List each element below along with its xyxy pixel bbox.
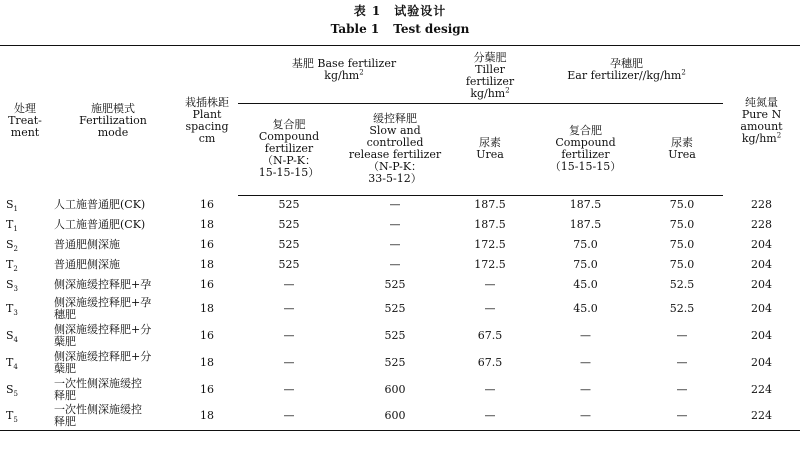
table-row xyxy=(0,376,800,403)
table-row xyxy=(0,295,800,322)
cell-pure-n: 228 xyxy=(751,218,773,231)
cell-tiller-urea: 67.5 xyxy=(477,355,503,369)
cell-ear-compound: — xyxy=(580,328,592,342)
cell-treatment: $T_5$ xyxy=(0,403,50,430)
cell-base-compound: — xyxy=(283,355,295,369)
cell-base-slow-release: — xyxy=(389,198,401,212)
cell-tiller-urea: 187.5 xyxy=(474,198,506,212)
cell-base-compound: 525 xyxy=(278,218,300,231)
cell-plant-spacing: 18 xyxy=(200,301,214,315)
cell-base-compound: — xyxy=(283,301,295,315)
cell-fertilization-mode: 普通肥侧深施 xyxy=(54,238,120,251)
caption-title: Test design xyxy=(393,22,470,36)
cell-base-compound: 525 xyxy=(278,238,300,251)
cell-pure-n: 204 xyxy=(751,278,773,291)
cell-pure-n: 204 xyxy=(751,301,773,315)
cell-treatment: $T_2$ xyxy=(6,258,18,274)
cell-plant-spacing: 16 xyxy=(200,238,214,251)
cell-ear-compound: 75.0 xyxy=(573,258,598,271)
cell-base-slow-release: 600 xyxy=(340,403,450,430)
cell-plant-spacing: 16 xyxy=(200,278,214,291)
cell-tiller-urea: 187.5 xyxy=(474,218,506,231)
caption-cn: 表 1 试验设计 xyxy=(353,4,447,18)
cell-tiller-urea: — xyxy=(450,403,530,430)
cell-treatment: $S_4$ xyxy=(6,328,19,344)
cell-ear-urea: 52.5 xyxy=(669,301,695,315)
cell-plant-spacing: 18 xyxy=(200,258,214,271)
cell-plant-spacing: 16 xyxy=(200,382,214,396)
cell-fertilization-mode: 人工施普通肥(CK) xyxy=(54,218,146,231)
cell-ear-compound: — xyxy=(580,382,592,396)
cell-base-compound: — xyxy=(283,328,295,342)
cell-plant-spacing: 18 xyxy=(200,218,214,231)
table-row xyxy=(0,215,800,235)
cell-fertilization-mode: 普通肥侧深施 xyxy=(54,258,120,271)
cell-ear-compound: 45.0 xyxy=(573,301,598,315)
cell-tiller-urea: 172.5 xyxy=(474,238,506,251)
cell-ear-urea: — xyxy=(641,403,723,430)
cell-pure-n: 204 xyxy=(751,355,773,369)
cell-ear-compound: 75.0 xyxy=(573,238,598,251)
cell-ear-urea: 75.0 xyxy=(669,258,695,271)
header-base-slow-release: 缓控释肥 Slow and controlled release fertilizer （N-P-K： 33-5-12） xyxy=(340,103,450,195)
cell-fertilization-mode: 一次性侧深施缓控 释肥 xyxy=(54,376,142,402)
cell-tiller-urea: 67.5 xyxy=(477,328,503,342)
header-pure-n-amount: 纯氮量 Pure N amount $kg/hm^2$ xyxy=(723,46,800,196)
header-tiller-urea: 尿素 Urea xyxy=(450,103,530,195)
cell-pure-n: 224 xyxy=(723,403,800,430)
cell-base-compound: 525 xyxy=(278,258,300,271)
header-ear-compound: 复合肥 Compound fertilizer （15-15-15） xyxy=(530,103,641,195)
cell-tiller-urea: — xyxy=(484,382,496,396)
cell-pure-n: 204 xyxy=(751,258,773,271)
cell-treatment: $S_1$ xyxy=(6,198,19,214)
cell-base-slow-release: — xyxy=(389,218,401,231)
cell-base-slow-release: 525 xyxy=(384,355,406,369)
cell-treatment: $T_1$ xyxy=(6,218,18,234)
cell-fertilization-mode: 人工施普通肥(CK) xyxy=(54,198,146,211)
cell-treatment: $S_3$ xyxy=(6,278,19,294)
header-ear-urea: 尿素 Urea xyxy=(641,103,723,195)
cell-fertilization-mode: 侧深施缓控释肥+分 蘖肥 xyxy=(54,349,152,375)
cell-ear-urea: — xyxy=(676,355,688,369)
cell-fertilization-mode: 侧深施缓控释肥+分 蘖肥 xyxy=(54,322,152,348)
cell-pure-n: 204 xyxy=(751,238,773,251)
header-tiller-fertilizer: 分蘖肥 Tiller fertilizer $kg/hm^2$ xyxy=(450,46,530,103)
cell-base-compound: — xyxy=(283,278,295,291)
cell-base-slow-release: 525 xyxy=(384,328,406,342)
cell-pure-n: 228 xyxy=(751,198,773,211)
table-row xyxy=(0,349,800,376)
cell-base-compound: — xyxy=(283,382,295,396)
cell-pure-n: 224 xyxy=(751,382,773,396)
cell-fertilization-mode: 一次性侧深施缓控 释肥 xyxy=(50,403,176,430)
table-row xyxy=(0,275,800,295)
cell-fertilization-mode: 侧深施缓控释肥+孕 xyxy=(54,278,152,291)
cell-plant-spacing: 16 xyxy=(200,328,214,342)
cell-treatment: $T_4$ xyxy=(6,355,18,371)
table-row xyxy=(0,255,800,275)
cell-ear-urea: 75.0 xyxy=(669,218,695,231)
cell-treatment: $S_2$ xyxy=(6,238,19,254)
cell-ear-compound: 187.5 xyxy=(569,198,602,212)
caption-en xyxy=(0,22,800,36)
header-treatment: 处理 Treat- ment xyxy=(0,46,50,196)
cell-ear-urea: — xyxy=(676,382,688,396)
cell-ear-compound: — xyxy=(530,403,641,430)
cell-ear-urea: — xyxy=(676,328,688,342)
cell-plant-spacing: 18 xyxy=(200,355,214,369)
header-ear-fertilizer: 孕穗肥 Ear fertilizer/$/kg/hm^2$ xyxy=(530,46,723,103)
cell-ear-urea: 75.0 xyxy=(669,238,695,251)
header-base-fertilizer: 基肥 Base fertilizer $kg/hm^2$ xyxy=(238,46,450,103)
cell-ear-compound: — xyxy=(580,355,592,369)
cell-plant-spacing: 16 xyxy=(200,198,214,211)
cell-ear-compound: 45.0 xyxy=(573,278,598,291)
cell-plant-spacing: 18 xyxy=(176,403,238,430)
cell-base-slow-release: — xyxy=(389,238,401,251)
cell-base-slow-release: 600 xyxy=(384,382,406,396)
table-row xyxy=(0,403,800,430)
cell-treatment: $T_3$ xyxy=(6,301,18,317)
table-row xyxy=(0,322,800,349)
cell-ear-urea: 75.0 xyxy=(669,198,695,212)
cell-tiller-urea: — xyxy=(484,301,496,315)
cell-pure-n: 204 xyxy=(751,328,773,342)
cell-tiller-urea: 172.5 xyxy=(474,258,506,271)
cell-tiller-urea: — xyxy=(484,278,496,291)
cell-base-slow-release: 525 xyxy=(384,278,406,291)
table-row xyxy=(0,195,800,215)
table-row xyxy=(0,235,800,255)
cell-base-slow-release: 525 xyxy=(384,301,406,315)
caption-table-number: Table 1 xyxy=(330,22,380,36)
cell-treatment: $S_5$ xyxy=(6,382,19,398)
header-fertilization-mode: 施肥模式 Fertilization mode xyxy=(50,46,176,196)
cell-ear-compound: 187.5 xyxy=(569,218,602,231)
cell-ear-urea: 52.5 xyxy=(669,278,695,291)
header-base-compound: 复合肥 Compound fertilizer （N-P-K： 15-15-15） xyxy=(238,103,340,195)
cell-fertilization-mode: 侧深施缓控释肥+孕 穗肥 xyxy=(54,295,152,321)
header-plant-spacing: 栽插株距 Plant spacing cm xyxy=(176,46,238,196)
cell-base-compound: — xyxy=(238,403,340,430)
test-design-table xyxy=(0,45,800,431)
cell-base-slow-release: — xyxy=(389,258,401,271)
cell-base-compound: 525 xyxy=(278,198,300,212)
